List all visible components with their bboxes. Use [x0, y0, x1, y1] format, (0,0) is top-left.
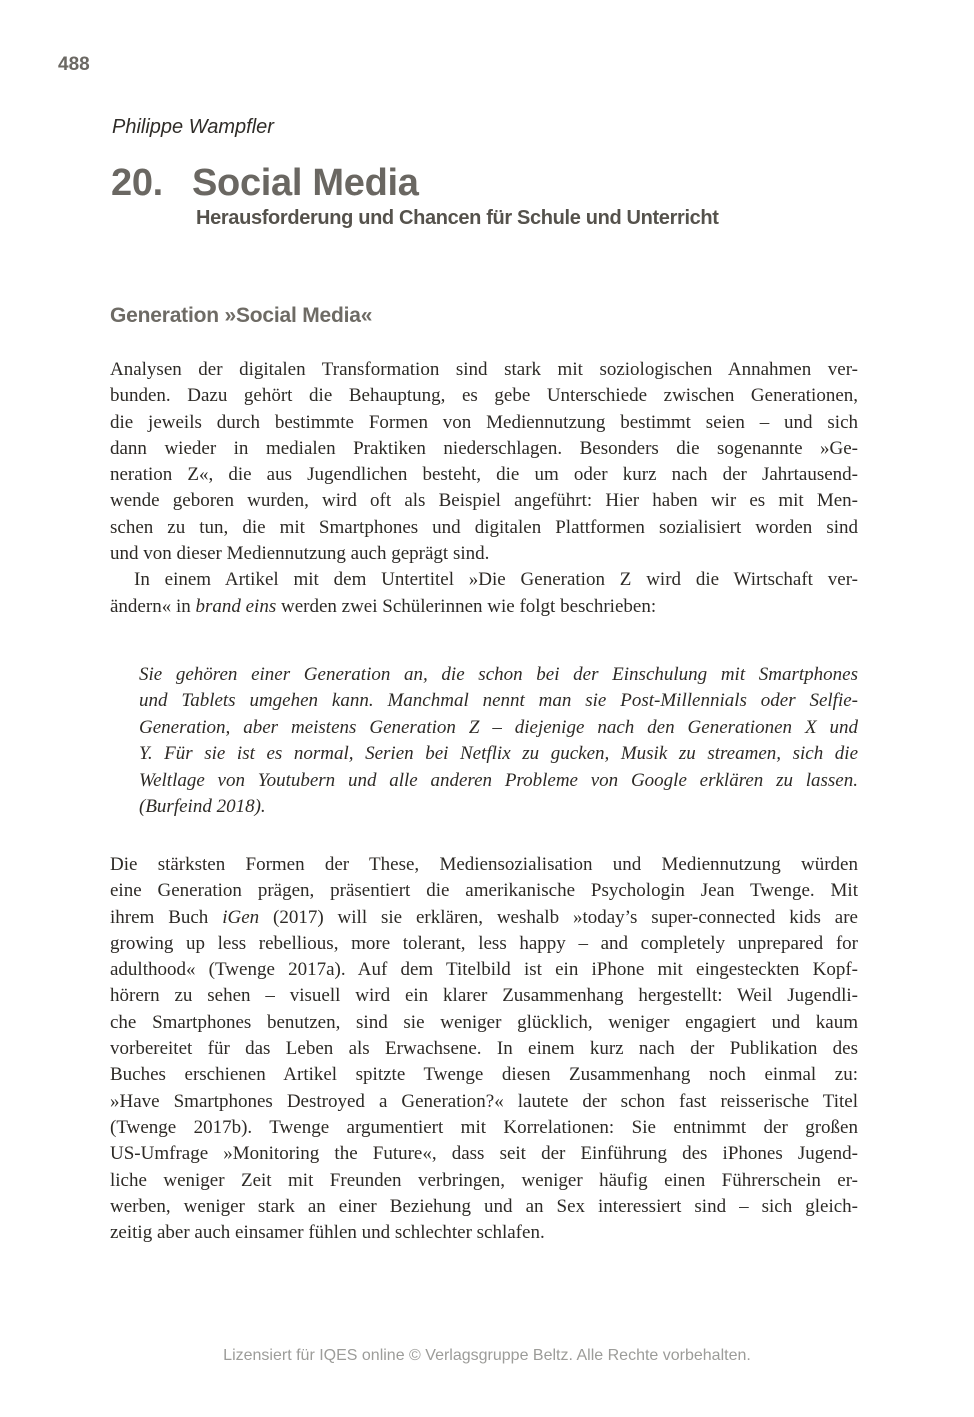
text-line: Buches erschienen Artikel spitzte Twenge diesen Zusammenhang noch einmal zu:	[110, 1064, 858, 1086]
text-line: hörern zu sehen – visuell wird ein klarer Zusammenhang hergestellt: Weil Jugendli-	[110, 985, 858, 1007]
text-line: eine Generation prägen, präsentiert die amerikanische Psychologin Jean Twenge. Mit	[110, 880, 858, 902]
chapter-author: Philippe Wampfler	[112, 116, 274, 138]
text-line: die jeweils durch bestimmte Formen von Mediennutzung bestimmt seien – und sich	[110, 411, 858, 433]
text-line: und von dieser Mediennutzung auch geprägt sind.	[110, 543, 490, 565]
section-heading: Generation »Social Media«	[110, 304, 373, 327]
text-line: neration Z«, die aus Jugendlichen besteht, die um oder kurz nach der Jahrtausend-	[110, 464, 858, 486]
text-line: dann wieder in medialen Praktiken niederschlagen. Besonders die sogenannte »Ge-	[110, 437, 858, 459]
text-line: Die stärksten Formen der These, Mediensozialisation und Mediennutzung würden	[110, 853, 858, 875]
page-number: 488	[58, 54, 90, 75]
paragraph-twenge	[110, 852, 858, 1246]
block-quote	[139, 662, 858, 821]
chapter-number: 20.	[111, 162, 163, 204]
text-line: growing up less rebellious, more tolerant, less happy – and completely unprepared for	[110, 932, 858, 954]
text-line: und Tablets umgehen kann. Manchmal nennt man sie Post-Millennials oder Selfie-	[139, 690, 858, 712]
text-line: Analysen der digitalen Transformation sind stark mit soziologischen Annahmen ver-	[110, 359, 858, 380]
text-line: US-Umfrage »Monitoring the Future«, dass seit der Einführung des iPhones Jugend-	[110, 1143, 858, 1165]
chapter-title-row	[111, 162, 719, 204]
text-line: bunden. Dazu gehört die Behauptung, es gebe Unterschiede zwischen Generationen,	[110, 385, 858, 407]
text-line: che Smartphones benutzen, sind sie weniger glücklich, weniger engagiert und kaum	[110, 1011, 858, 1033]
text-line: »Have Smartphones Destroyed a Generation?« lautete der schon fast reisserische Titel	[110, 1090, 858, 1112]
body-text-column	[110, 357, 858, 1246]
text-line: In einem Artikel mit dem Untertitel »Die Generation Z wird die Wirtschaft ver-	[134, 569, 858, 591]
text-line: schen zu tun, die mit Smartphones und digitalen Plattformen sozialisiert worden sind	[110, 516, 858, 538]
text-line: adulthood« (Twenge 2017a). Auf dem Titelbild ist ein iPhone mit eingesteckten Kopf-	[110, 959, 858, 981]
text-line: Generation, aber meistens Generation Z – diejenige nach den Generationen X und	[139, 716, 858, 738]
text-line: zeitig aber auch einsamer fühlen und schlechter schlafen.	[110, 1222, 545, 1244]
chapter-title: Social Media	[192, 162, 419, 204]
text-line: vorbereitet für das Leben als Erwachsene. In einem kurz nach der Publikation des	[110, 1038, 858, 1060]
chapter-heading	[111, 162, 719, 230]
chapter-subtitle: Herausforderung und Chancen für Schule und Unterricht	[196, 207, 719, 229]
text-line: Sie gehören einer Generation an, die schon bei der Einschulung mit Smartphones	[139, 663, 858, 685]
text-line: ändern« in brand eins werden zwei Schülerinnen wie folgt beschrieben:	[110, 595, 657, 617]
text-line: wende geboren wurden, wird oft als Beispiel angeführt: Hier haben wir es mit Men-	[110, 490, 858, 512]
text-line: Weltlage von Youtubern und alle anderen Probleme von Google erklären zu lassen.	[139, 769, 858, 791]
text-line: (Twenge 2017b). Twenge argumentiert mit Korrelationen: Sie entnimmt der großen	[110, 1116, 858, 1138]
text-line: (Burfeind 2018).	[139, 796, 266, 818]
text-line: werben, weniger stark an einer Beziehung und an Sex interessiert sind – sich gleich-	[110, 1195, 858, 1217]
text-line: liche weniger Zeit mit Freunden verbringen, weniger häufig einen Führerschein er-	[110, 1169, 858, 1191]
text-line: Y. Für sie ist es normal, Serien bei Netflix zu gucken, Musik zu streamen, sich die	[139, 743, 858, 765]
license-footer: Lizensiert für IQES online © Verlagsgruppe Beltz. Alle Rechte vorbehalten.	[223, 1347, 751, 1364]
paragraph-generation	[110, 357, 858, 620]
text-line: ihrem Buch iGen (2017) will sie erklären, weshalb »today’s super-connected kids are	[110, 906, 858, 928]
